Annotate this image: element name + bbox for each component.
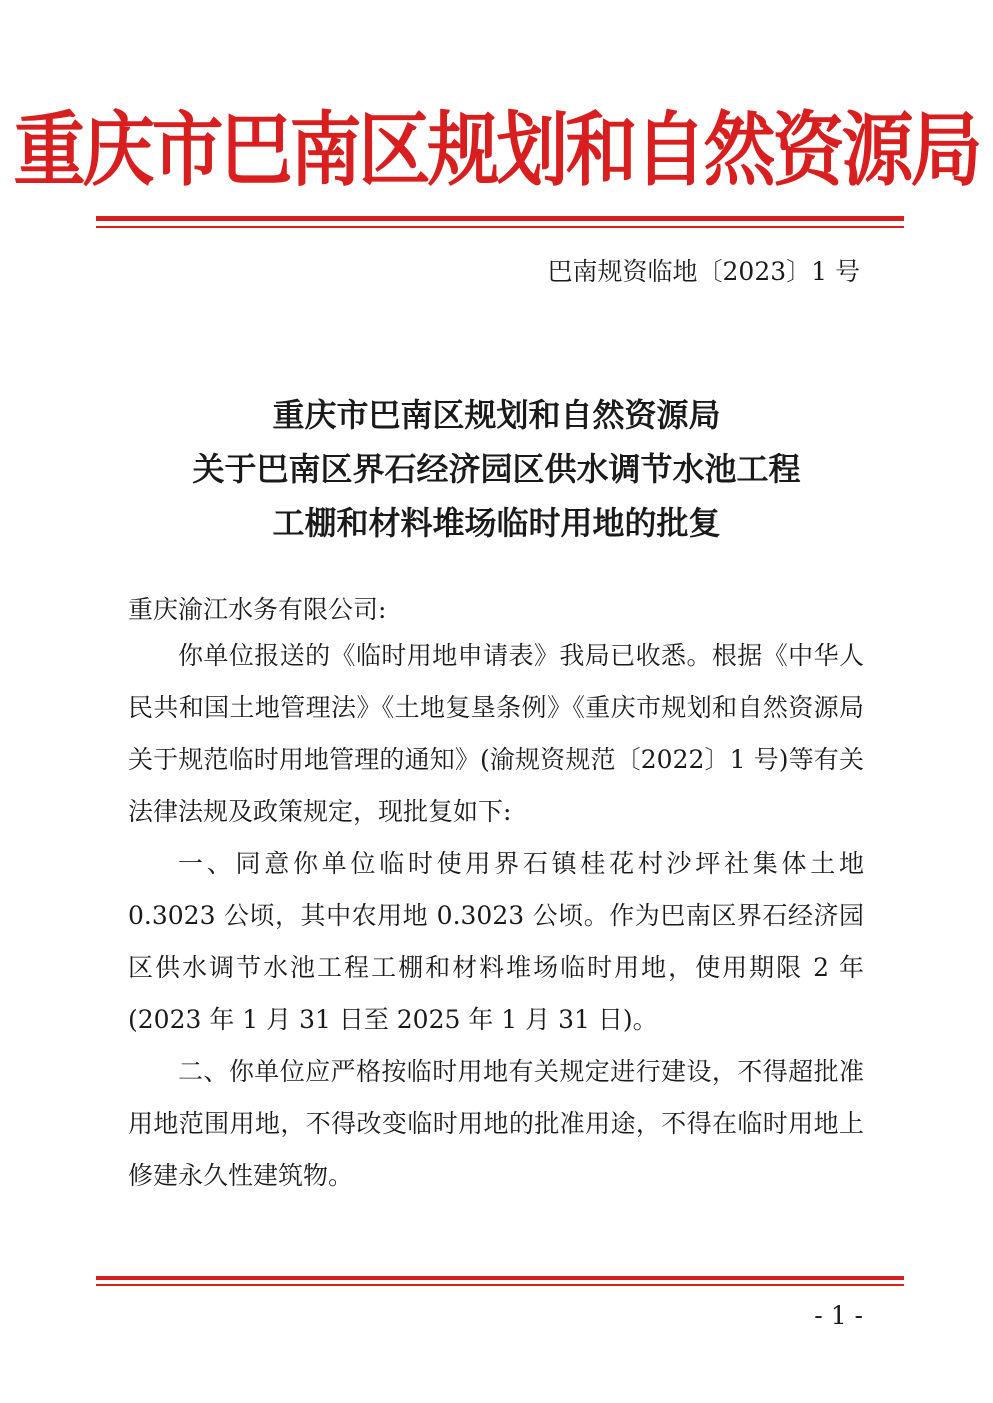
document-title bbox=[0, 388, 993, 550]
agency-letterhead: 重庆市巴南区规划和自然资源局 bbox=[13, 101, 980, 198]
letterhead-rule-thick bbox=[96, 216, 904, 221]
body-paragraph-3: 二、你单位应严格按临时用地有关规定进行建设，不得超批准用地范围用地，不得改变临时用地的批准用途，不得在临时用地上修建永久性建筑物。 bbox=[128, 1057, 864, 1190]
page-number: - 1 - bbox=[814, 1301, 863, 1330]
document-number: 巴南规资临地〔2023〕1 号 bbox=[547, 257, 860, 286]
footer-rule-thick bbox=[96, 1276, 904, 1280]
addressee: 重庆渝江水务有限公司: bbox=[128, 595, 387, 624]
title-line-3: 工棚和材料堆场临时用地的批复 bbox=[272, 504, 721, 542]
footer-rule-thin bbox=[96, 1284, 904, 1286]
document-body bbox=[128, 630, 864, 1202]
body-paragraph-2: 一、同意你单位临时使用界石镇桂花村沙坪社集体土地 0.3023 公顷，其中农用地 0.3023 公顷。作为巴南区界石经济园区供水调节水池工程工棚和材料堆场临时用地，使用期限 2 年(2023 年 1 月 31 日至 2025 年 1 月 31 日)。 bbox=[128, 849, 864, 1034]
title-line-2: 关于巴南区界石经济园区供水调节水池工程 bbox=[192, 450, 801, 488]
letterhead-rule-thin bbox=[96, 226, 904, 228]
body-paragraph-1: 你单位报送的《临时用地申请表》我局已收悉。根据《中华人民共和国土地管理法》《土地复垦条例》《重庆市规划和自然资源局关于规范临时用地管理的通知》(渝规资规范〔2022〕1 号)等有关法律法规及政策规定，现批复如下: bbox=[128, 641, 864, 826]
title-line-1: 重庆市巴南区规划和自然资源局 bbox=[272, 396, 721, 434]
